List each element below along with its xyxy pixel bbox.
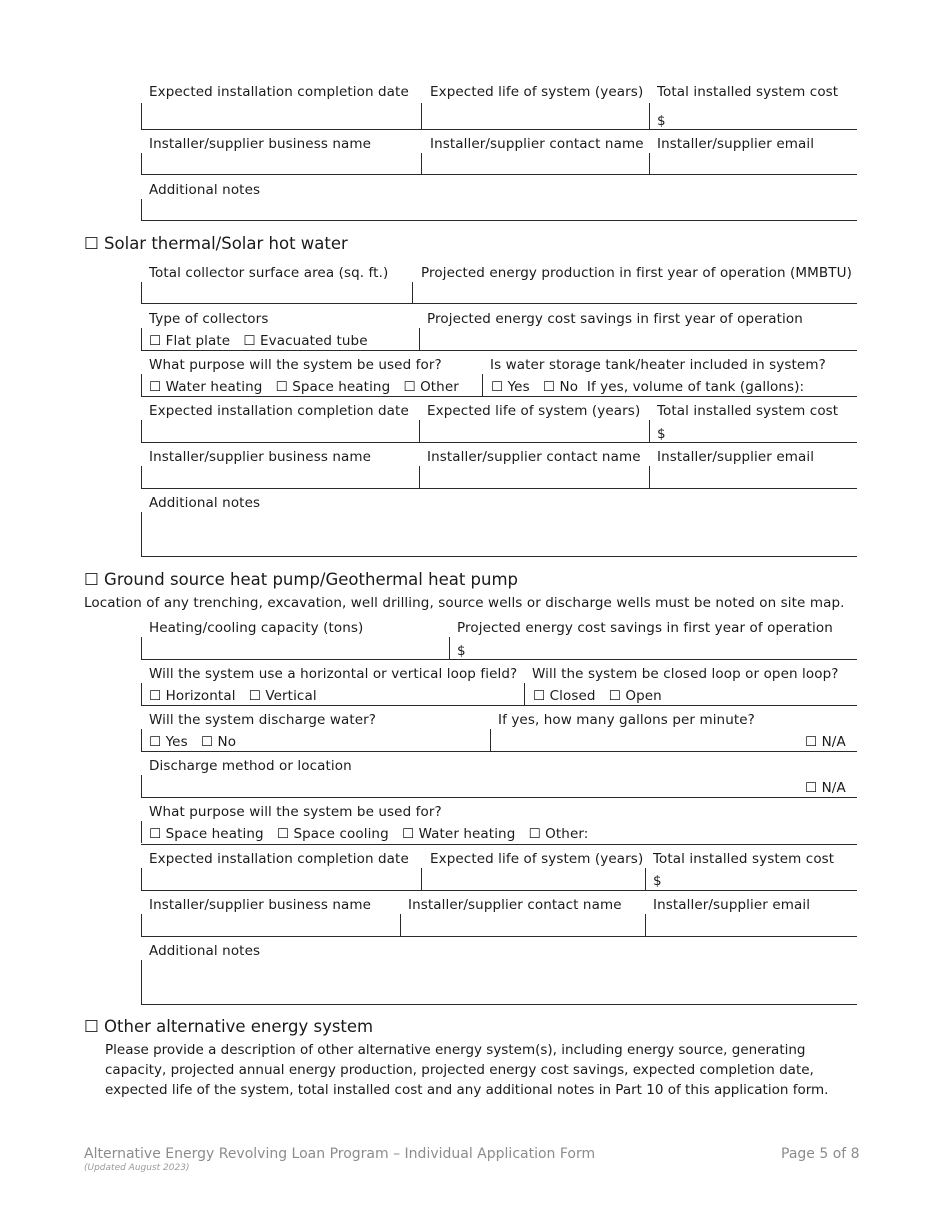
cost-savings-label: Projected energy cost savings in first year of operation: [457, 620, 833, 636]
space-heating-checkbox[interactable]: ☐: [275, 379, 288, 395]
other-system-checkbox[interactable]: ☐: [84, 1017, 99, 1036]
collector-type-label: Type of collectors: [149, 311, 269, 327]
other-system-description: Please provide a description of other alternative energy system(s), including energy source, generating capacity, projected annual energy production, projected energy cost savings, expected completion date, expected life of the system, total installed cost and any additional notes in Part 10 of this application form.: [105, 1042, 829, 1098]
completion-date-label: Expected installation completion date: [149, 403, 409, 419]
loop-field-label: Will the system use a horizontal or vertical loop field?: [149, 666, 518, 682]
tank-yes-checkbox[interactable]: ☐: [491, 379, 504, 395]
horizontal-label: Horizontal: [165, 688, 236, 704]
footer-program-name: Alternative Energy Revolving Loan Program – Individual Application Form: [84, 1146, 596, 1162]
collector-type-options: [149, 333, 368, 349]
system-cost-label: Total installed system cost: [657, 84, 839, 100]
tank-volume-label: If yes, volume of tank (gallons):: [586, 379, 805, 395]
field-divider: [649, 103, 650, 130]
dollar-sign: $: [657, 426, 666, 442]
field-underline[interactable]: [141, 936, 857, 937]
discharge-label: Will the system discharge water?: [149, 712, 377, 728]
field-underline[interactable]: [141, 751, 857, 752]
flat-plate-checkbox[interactable]: ☐: [149, 333, 162, 349]
field-underline[interactable]: [141, 797, 857, 798]
field-divider: [141, 821, 142, 843]
solar-thermal-checkbox[interactable]: ☐: [84, 234, 99, 253]
discharge-yes-checkbox[interactable]: ☐: [149, 734, 162, 750]
field-divider: [141, 103, 142, 130]
field-divider: [449, 637, 450, 659]
field-divider: [141, 960, 142, 1004]
email-label: Installer/supplier email: [657, 136, 815, 152]
energy-production-label: Projected energy production in first year of operation (MMBTU): [421, 265, 852, 281]
other-checkbox[interactable]: ☐: [528, 826, 541, 842]
field-divider: [421, 103, 422, 130]
additional-notes-label: Additional notes: [149, 495, 261, 511]
loop-type-label: Will the system be closed loop or open loop?: [532, 666, 839, 682]
field-divider: [649, 420, 650, 442]
site-map-note: Location of any trenching, excavation, well drilling, source wells or discharge wells must be noted on site map.: [84, 595, 845, 611]
tank-no-checkbox[interactable]: ☐: [542, 379, 556, 395]
collector-area-label: Total collector surface area (sq. ft.): [149, 265, 389, 281]
field-underline[interactable]: [141, 659, 857, 660]
field-underline[interactable]: [141, 488, 857, 489]
storage-tank-question: Is water storage tank/heater included in system?: [490, 357, 826, 373]
field-divider: [649, 153, 650, 175]
purpose-options: [149, 379, 459, 395]
footer-page-number: Page 5 of 8: [781, 1146, 860, 1162]
field-underline[interactable]: [141, 350, 857, 351]
other-checkbox[interactable]: ☐: [403, 379, 416, 395]
field-underline[interactable]: [141, 129, 857, 130]
loop-field-options: [149, 688, 317, 704]
storage-tank-options: [491, 379, 804, 395]
additional-notes-label: Additional notes: [149, 943, 261, 959]
solar-thermal-section-title: [84, 234, 348, 254]
closed-loop-label: Closed: [549, 688, 596, 704]
discharge-options: [149, 734, 236, 750]
field-divider: [141, 683, 142, 705]
water-heating-checkbox[interactable]: ☐: [401, 826, 415, 842]
field-divider: [141, 914, 142, 936]
purpose-label: What purpose will the system be used for?: [149, 357, 442, 373]
field-divider: [419, 466, 420, 488]
space-heating-label: Space heating: [165, 826, 264, 842]
business-name-label: Installer/supplier business name: [149, 449, 372, 465]
contact-name-label: Installer/supplier contact name: [430, 136, 644, 152]
business-name-label: Installer/supplier business name: [149, 897, 372, 913]
dollar-sign: $: [457, 643, 466, 659]
completion-date-label: Expected installation completion date: [149, 84, 409, 100]
field-divider: [400, 914, 401, 936]
vertical-label: Vertical: [265, 688, 317, 704]
field-divider: [482, 374, 483, 396]
field-underline[interactable]: [141, 396, 857, 397]
field-underline[interactable]: [141, 1004, 857, 1005]
section-title-text: Solar thermal/Solar hot water: [104, 234, 348, 253]
tank-yes-label: Yes: [507, 379, 530, 395]
contact-name-label: Installer/supplier contact name: [427, 449, 641, 465]
field-underline[interactable]: [141, 844, 857, 845]
loop-type-options: [533, 688, 662, 704]
cost-savings-label: Projected energy cost savings in first year of operation: [427, 311, 803, 327]
water-heating-label: Water heating: [165, 379, 263, 395]
section-title-text: Other alternative energy system: [104, 1017, 374, 1036]
field-underline[interactable]: [141, 890, 857, 891]
purpose-options: [149, 826, 588, 842]
dollar-sign: $: [657, 113, 666, 129]
field-underline[interactable]: [141, 442, 857, 443]
field-divider: [141, 512, 142, 556]
email-label: Installer/supplier email: [657, 449, 815, 465]
additional-notes-label: Additional notes: [149, 182, 261, 198]
field-underline[interactable]: [141, 174, 857, 175]
water-heating-checkbox[interactable]: ☐: [149, 379, 162, 395]
discharge-method-na-label: N/A: [821, 780, 846, 796]
field-divider: [421, 868, 422, 890]
discharge-yes-label: Yes: [165, 734, 188, 750]
geothermal-checkbox[interactable]: ☐: [84, 570, 99, 589]
evacuated-tube-label: Evacuated tube: [259, 333, 368, 349]
geothermal-section-title: [84, 570, 518, 590]
water-heating-label: Water heating: [418, 826, 516, 842]
field-divider: [141, 775, 142, 797]
field-divider: [524, 683, 525, 705]
evacuated-tube-checkbox[interactable]: ☐: [243, 333, 256, 349]
space-heating-label: Space heating: [292, 379, 391, 395]
field-divider: [645, 914, 646, 936]
field-divider: [645, 868, 646, 890]
business-name-label: Installer/supplier business name: [149, 136, 372, 152]
space-cooling-checkbox[interactable]: ☐: [276, 826, 290, 842]
gpm-na-checkbox[interactable]: ☐: [805, 734, 818, 750]
vertical-checkbox[interactable]: ☐: [248, 688, 261, 704]
discharge-no-label: No: [217, 734, 237, 750]
system-cost-label: Total installed system cost: [653, 851, 835, 867]
space-cooling-label: Space cooling: [293, 826, 389, 842]
field-divider: [141, 420, 142, 442]
system-cost-label: Total installed system cost: [657, 403, 839, 419]
contact-name-label: Installer/supplier contact name: [408, 897, 622, 913]
capacity-label: Heating/cooling capacity (tons): [149, 620, 364, 636]
field-divider: [141, 729, 142, 751]
completion-date-label: Expected installation completion date: [149, 851, 409, 867]
gpm-na-option: [805, 734, 846, 750]
field-divider: [141, 328, 142, 350]
closed-loop-checkbox[interactable]: ☐: [533, 688, 546, 704]
field-divider: [141, 199, 142, 221]
field-divider: [141, 466, 142, 488]
email-label: Installer/supplier email: [653, 897, 811, 913]
field-divider: [412, 282, 413, 304]
gpm-na-label: N/A: [821, 734, 846, 750]
other-label: Other: [420, 379, 459, 395]
discharge-method-na-checkbox[interactable]: ☐: [805, 780, 818, 796]
section-title-text: Ground source heat pump/Geothermal heat pump: [104, 570, 519, 589]
system-life-label: Expected life of system (years): [427, 403, 641, 419]
open-loop-checkbox[interactable]: ☐: [608, 688, 621, 704]
field-divider: [421, 153, 422, 175]
system-life-label: Expected life of system (years): [430, 851, 644, 867]
field-divider: [141, 374, 142, 396]
field-underline[interactable]: [141, 556, 857, 557]
tank-no-label: No: [559, 379, 579, 395]
other-system-section-title: [84, 1017, 373, 1037]
field-divider: [141, 153, 142, 175]
purpose-label: What purpose will the system be used for?: [149, 804, 442, 820]
field-divider: [419, 420, 420, 442]
flat-plate-label: Flat plate: [165, 333, 231, 349]
field-divider: [141, 282, 142, 304]
discharge-method-label: Discharge method or location: [149, 758, 352, 774]
discharge-method-na-option: [805, 780, 846, 796]
field-divider: [141, 868, 142, 890]
field-underline[interactable]: [141, 705, 857, 706]
field-underline[interactable]: [141, 303, 857, 304]
field-divider: [141, 637, 142, 659]
field-divider: [490, 729, 491, 751]
footer-updated-date: (Updated August 2023): [84, 1163, 190, 1173]
open-loop-label: Open: [625, 688, 662, 704]
horizontal-checkbox[interactable]: ☐: [149, 688, 162, 704]
discharge-no-checkbox[interactable]: ☐: [200, 734, 214, 750]
field-underline[interactable]: [141, 220, 857, 221]
field-divider: [419, 328, 420, 350]
space-heating-checkbox[interactable]: ☐: [149, 826, 162, 842]
system-life-label: Expected life of system (years): [430, 84, 644, 100]
gpm-label: If yes, how many gallons per minute?: [498, 712, 755, 728]
other-label: Other:: [545, 826, 589, 842]
field-divider: [649, 466, 650, 488]
dollar-sign: $: [653, 873, 662, 889]
